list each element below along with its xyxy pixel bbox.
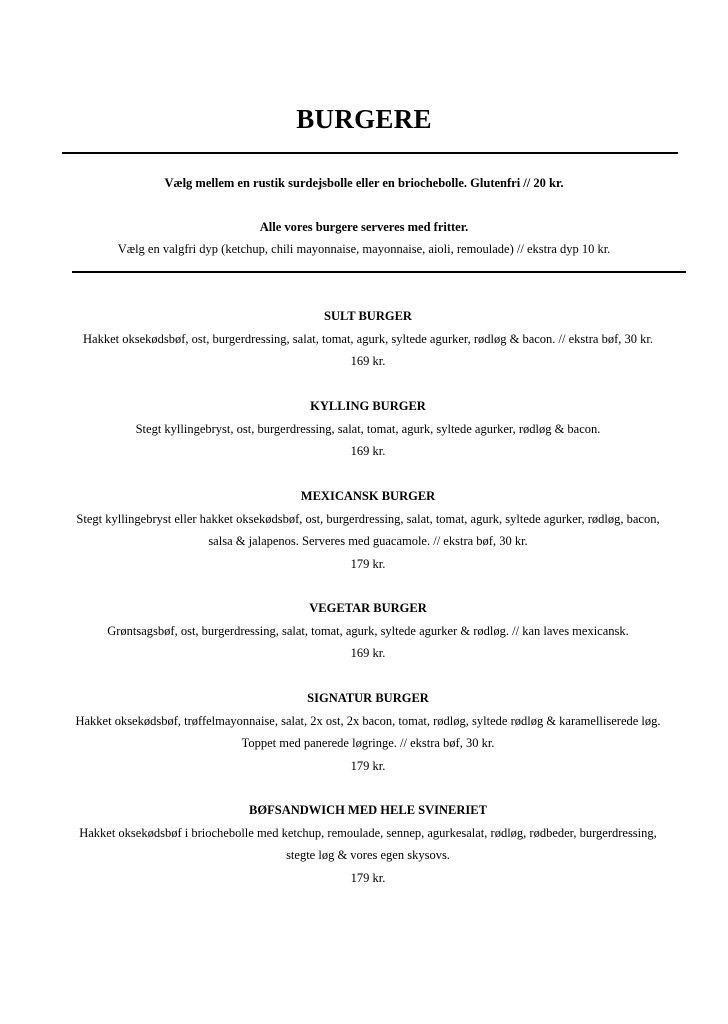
menu-item-price: 169 kr. bbox=[350, 646, 386, 660]
menu-item-price: 179 kr. bbox=[350, 870, 386, 885]
menu-item-name: SIGNATUR BURGER bbox=[307, 691, 429, 705]
menu-item-name: VEGETAR BURGER bbox=[309, 601, 427, 615]
menu-item-name: MEXICANSK BURGER bbox=[300, 489, 436, 503]
fries-dip-note bbox=[0, 216, 728, 260]
dip-note: Vælg en valgfri dyp (ketchup, chili mayonnaise, mayonnaise, aioli, remoulade) // ekstra dyp 10 kr. bbox=[117, 242, 611, 256]
menu-item bbox=[66, 687, 670, 777]
menu-item-description: Hakket oksekødsbøf i briochebolle med ketchup, remoulade, sennep, agurkesalat, rødløg, rødbeder, burgerdressing, stegte løg & vores egen skysovs. bbox=[79, 825, 657, 862]
menu-item-price: 169 kr. bbox=[350, 444, 386, 458]
menu-item bbox=[66, 305, 670, 373]
menu-item-price: 179 kr. bbox=[350, 758, 386, 773]
menu-item-price: 169 kr. bbox=[350, 354, 386, 368]
intro-divider bbox=[72, 271, 686, 273]
menu-item-description: Stegt kyllingebryst, ost, burgerdressing, salat, tomat, agurk, syltede agurker, rødløg & bacon. bbox=[135, 421, 601, 436]
menu-item-description: Hakket oksekødsbøf, trøffelmayonnaise, salat, 2x ost, 2x bacon, tomat, rødløg, syltede rødløg & karamelliserede løg. Toppet med panerede løgringe. // ekstra bøf, 30 kr. bbox=[75, 713, 661, 750]
bread-choice-note: Vælg mellem en rustik surdejsbolle eller en briochebolle. Glutenfri // 20 kr. bbox=[164, 176, 564, 190]
menu-item-price: 179 kr. bbox=[350, 556, 386, 571]
menu-item-description: Hakket oksekødsbøf, ost, burgerdressing, salat, tomat, agurk, syltede agurker, rødløg & bacon. // ekstra bøf, 30 kr. bbox=[83, 331, 653, 346]
title-divider bbox=[62, 152, 678, 154]
menu-item bbox=[66, 395, 670, 463]
menu-item-description: Stegt kyllingebryst eller hakket oksekødsbøf, ost, burgerdressing, salat, tomat, agurk, syltede agurker, rødløg, bacon, salsa & jalapenos. Serveres med guacamole. // ekstra bøf, 30 kr. bbox=[76, 511, 660, 548]
menu-item-name: BØFSANDWICH MED HELE SVINERIET bbox=[249, 803, 487, 817]
page-title: BURGERE bbox=[296, 104, 432, 134]
menu-item bbox=[66, 597, 670, 665]
menu-item bbox=[66, 485, 670, 575]
menu-item bbox=[66, 799, 670, 889]
fries-note: Alle vores burgere serveres med fritter. bbox=[259, 220, 469, 234]
menu-item-description: Grøntsagsbøf, ost, burgerdressing, salat, tomat, agurk, syltede agurker & rødløg. // kan laves mexicansk. bbox=[107, 623, 629, 638]
menu-item-name: SULT BURGER bbox=[324, 309, 412, 323]
menu-item-name: KYLLING BURGER bbox=[310, 399, 426, 413]
